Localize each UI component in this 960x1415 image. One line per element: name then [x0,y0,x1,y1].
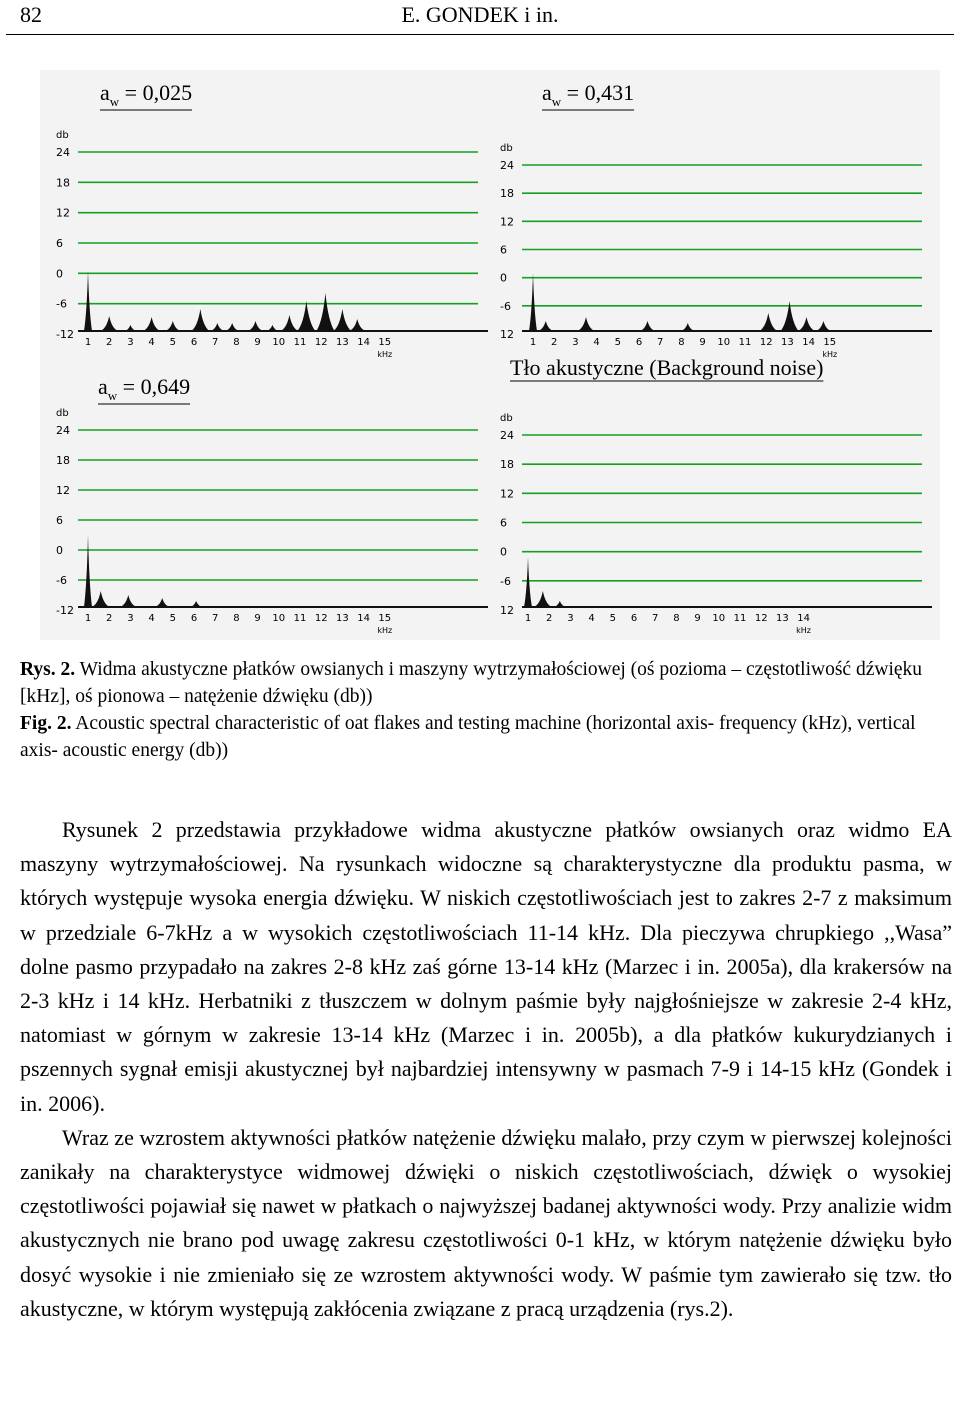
caption-en-label: Fig. 2. [20,713,72,734]
x-tick-label: 6 [635,337,643,348]
x-tick-label: 8 [233,613,240,624]
y-tick-label: 12 [500,328,514,341]
x-tick-label: 5 [169,337,176,348]
y-tick-label: 6 [500,516,507,530]
y-unit-label: db [500,143,513,154]
y-tick-label: 6 [56,237,63,250]
x-tick-label: 4 [588,613,595,624]
x-tick-label: 15 [823,337,837,348]
x-tick-label: 15 [378,613,392,624]
y-tick-label: 18 [56,454,70,467]
page-number: 82 [20,2,42,27]
y-tick-label: 6 [56,514,63,527]
x-tick-label: 13 [336,337,349,348]
y-tick-label: 24 [56,146,70,159]
x-unit-label: kHz [377,626,393,635]
x-tick-label: 2 [106,337,113,348]
x-tick-label: 14 [802,337,815,348]
x-tick-label: 15 [378,337,392,348]
caption-en-text: Acoustic spectral characteristic of oat flakes and testing machine (horizontal axis- frequency (kHz), vertical axis- acoustic energy (db)) [20,713,916,761]
x-tick-label: 13 [781,337,794,348]
spectrum-baseline [78,330,488,332]
spectrum-baseline [78,606,488,608]
y-unit-label: db [56,130,69,141]
x-tick-label: 14 [797,613,810,624]
x-tick-label: 11 [733,613,747,624]
x-tick-label: 3 [572,337,579,348]
x-tick-label: 3 [127,337,134,348]
x-tick-label: 1 [524,613,532,624]
x-tick-label: 10 [272,337,286,348]
x-tick-label: 6 [190,613,198,624]
x-tick-label: 12 [754,613,768,624]
x-tick-label: 9 [254,337,261,348]
x-tick-label: 1 [84,613,92,624]
x-tick-label: 10 [272,613,286,624]
x-tick-label: 5 [609,613,616,624]
x-tick-label: 14 [357,337,370,348]
y-tick-label: 12 [500,215,514,229]
header-rule [6,34,954,35]
y-tick-label: 0 [56,267,63,281]
x-tick-label: 3 [567,613,574,624]
y-tick-label: 18 [56,176,70,190]
body-text [20,813,952,1326]
caption-pl [20,656,942,710]
x-tick-label: 6 [190,337,198,348]
x-tick-label: 12 [759,337,773,348]
aw-label: $a_w = 0,025$ [100,80,193,109]
x-tick-label: 2 [106,613,113,624]
x-tick-label: 12 [314,337,328,348]
background-noise-label: Tło akustyczne (Background noise) [510,355,824,380]
page-header [0,0,960,38]
y-tick-label: 0 [500,271,507,285]
x-tick-label: 5 [169,613,176,624]
x-unit-label: kHz [822,350,838,359]
spectrum-baseline [522,330,932,332]
x-tick-label: 4 [593,337,600,348]
y-tick-label: 12 [500,487,514,501]
x-tick-label: 7 [652,613,659,624]
aw-label: $a_w = 0,431$ [542,80,635,109]
x-tick-label: 7 [212,613,219,624]
spectra-figure [40,70,940,640]
x-tick-label: 2 [551,337,558,348]
x-tick-label: 11 [738,337,752,348]
x-tick-label: 8 [673,613,680,624]
y-tick-label: 18 [500,187,514,201]
x-tick-label: 13 [336,613,349,624]
y-tick-label: -6 [500,299,511,313]
x-tick-label: 4 [148,337,155,348]
y-tick-label: -6 [500,574,511,588]
x-tick-label: 9 [694,613,701,624]
x-tick-label: 7 [212,337,219,348]
y-tick-label: 12 [56,206,70,220]
spectrum-baseline [522,606,932,608]
running-title: E. GONDEK i in. [401,2,559,27]
x-tick-label: 1 [529,337,537,348]
y-tick-label: -6 [56,297,67,311]
x-tick-label: 2 [546,613,553,624]
x-tick-label: 4 [148,613,155,624]
aw-label: $a_w = 0,649$ [98,374,191,403]
paragraph: Rysunek 2 przedstawia przykładowe widma akustyczne płatków owsianych oraz widmo EA maszyny wytrzymałościowej. Na rysunkach widoczne są charakterystyczne dla produktu pasma, w których występuje wysoka energia dźwięku. W niskich częstotliwościach jest to zakres 2-7 z maksimum w przedziale 6-7kHz a w wysokich częstotliwościach 11-14 kHz. Dla pieczywa chrupkiego ,,Wasa” dolne pasmo przypadało na zakres 2-8 kHz zaś górne 13-14 kHz (Marzec i in. 2005a), dla krakersów na 2-3 kHz i 14 kHz. Herbatniki z tłuszczem w dolnym paśmie były najgłośniejsze w zakresie 2-4 kHz, natomiast w górnym w zakresie 13-14 kHz (Marzec i in. 2005b), a dla płatków kukurydzianych i pszennych sygnał emisji akustycznej był najbardziej intensywny w pasmach 7-9 i 14-15 kHz (Gondek i in. 2006). [20,817,952,1116]
x-tick-label: 8 [233,337,240,348]
y-tick-label: 0 [500,545,507,559]
x-tick-label: 10 [717,337,731,348]
x-tick-label: 14 [357,613,370,624]
x-tick-label: 7 [657,337,664,348]
y-tick-label: -12 [56,328,74,341]
y-unit-label: db [500,413,513,424]
x-tick-label: 1 [84,337,92,348]
caption-pl-label: Rys. 2. [20,659,76,680]
y-tick-label: 24 [56,424,70,437]
y-tick-label: 24 [500,159,514,172]
x-tick-label: 10 [712,613,726,624]
x-tick-label: 11 [293,613,307,624]
y-tick-label: -6 [56,574,67,587]
y-tick-label: -12 [56,604,74,617]
x-tick-label: 3 [127,613,134,624]
paragraph: Wraz ze wzrostem aktywności płatków natężenie dźwięku malało, przy czym w pierwszej kolejności zanikały na charakterystyce widmowej dźwięki o niskich częstotliwościach, dźwięk o wysokiej częstotliwości pojawiał się nawet w płatkach o najwyższej badanej aktywności wody. Przy analizie widm akustycznych nie brano pod uwagę zakresu częstotliwości 0-1 kHz, w którym natężenie dźwięku było dosyć wysokie i nie zmieniało się ze wzrostem aktywności wody. W paśmie tym zawierało się tzw. tło akustyczne, w którym występują zakłócenia związane z pracą urządzenia (rys.2). [20,1124,952,1321]
x-tick-label: 6 [630,613,638,624]
x-unit-label: kHz [796,626,812,635]
x-tick-label: 13 [776,613,789,624]
x-tick-label: 5 [614,337,621,348]
x-tick-label: 9 [254,613,261,624]
caption-en [20,710,942,764]
x-tick-label: 9 [699,337,706,348]
caption-pl-text: Widma akustyczne płatków owsianych i maszyny wytrzymałościowej (oś pozioma – częstotliwość dźwięku [kHz], oś pionowa – natężenie dźwięku (db)) [20,659,923,707]
y-tick-label: 24 [500,429,514,442]
y-tick-label: 12 [500,604,514,617]
x-tick-label: 8 [678,337,685,348]
y-tick-label: 12 [56,484,70,497]
x-tick-label: 12 [314,613,328,624]
y-tick-label: 6 [500,243,507,257]
y-unit-label: db [56,408,69,419]
y-tick-label: 0 [56,544,63,557]
x-tick-label: 11 [293,337,307,348]
y-tick-label: 18 [500,458,514,472]
x-unit-label: kHz [377,350,393,359]
